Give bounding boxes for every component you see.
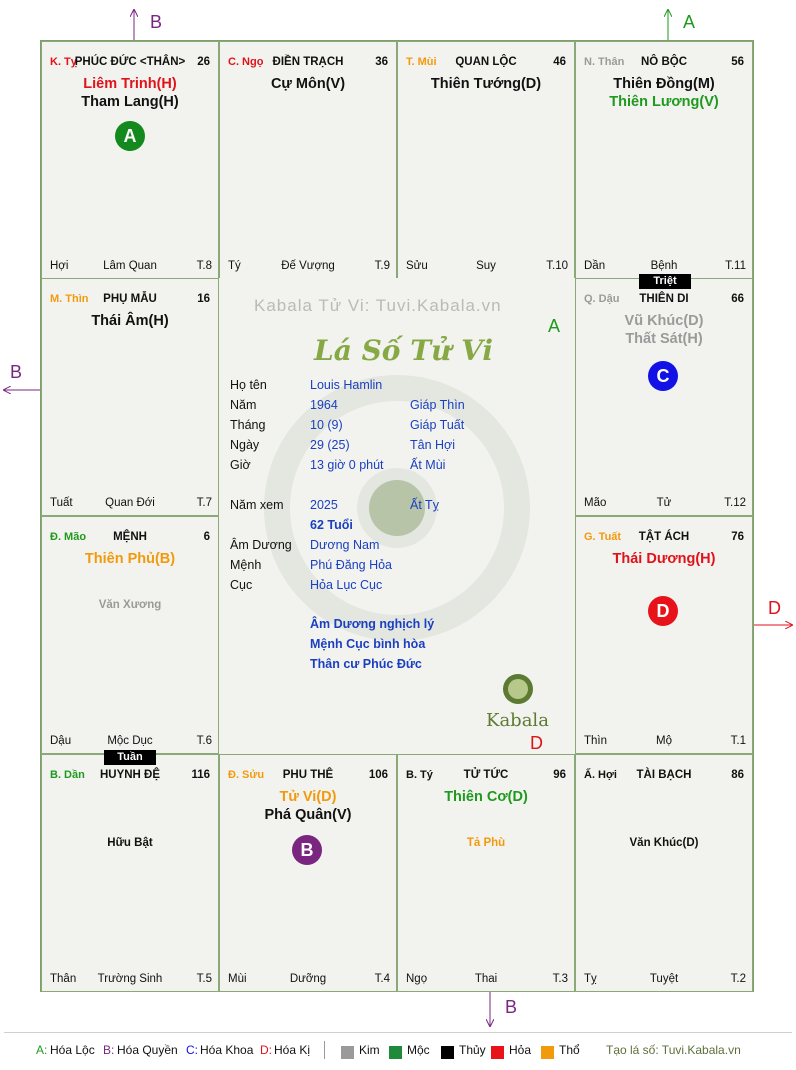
palace-name: NÔ BỘC — [641, 56, 687, 68]
palace-age: T.5 — [196, 973, 212, 985]
legend-element-name: Kim — [359, 1043, 380, 1057]
palace-name: PHỤ MẪU — [103, 293, 157, 305]
info-label: Ngày — [230, 438, 260, 452]
palace-stage: Suy — [476, 260, 496, 272]
palace-earthly-branch: Sửu — [406, 260, 428, 272]
legend-element-swatch — [491, 1046, 504, 1059]
palace-stage: Dưỡng — [289, 973, 327, 985]
palace-mui — [397, 41, 575, 279]
info-extra: Ất Mùi — [410, 458, 446, 472]
info-label: Mệnh — [230, 558, 262, 572]
info-extra: Giáp Thìn — [410, 398, 465, 412]
info-value: Phú Đăng Hỏa — [310, 558, 393, 572]
kabala-logo-text: Kabala — [486, 710, 549, 731]
palace-age: T.3 — [552, 973, 568, 985]
info-label: Năm — [230, 398, 257, 412]
main-star: Liêm Trinh(H) — [83, 76, 177, 92]
palace-age: T.1 — [730, 735, 746, 747]
legend-mutagen-name: Hóa Lộc — [50, 1043, 95, 1057]
legend-element-swatch — [389, 1046, 402, 1059]
legend-mutagen-key: A: — [36, 1043, 48, 1057]
legend-site: Tạo lá số: Tuvi.Kabala.vn — [606, 1043, 741, 1057]
palace-number: 36 — [375, 56, 388, 68]
info-value: Hỏa Lục Cục — [310, 578, 383, 592]
palace-stage: Mộc Dục — [107, 735, 153, 747]
palace-stage: Trường Sinh — [97, 973, 163, 985]
palace-name: THIÊN DI — [639, 293, 689, 305]
palace-number: 26 — [197, 56, 210, 68]
palace-number: 16 — [197, 293, 210, 305]
palace-can-chi: M. Thìn — [50, 293, 89, 305]
arrow-label-left: B — [10, 362, 23, 382]
palace-number: 66 — [731, 293, 744, 305]
minor-star: Tả Phù — [466, 837, 506, 849]
palace-can-chi: B. Dần — [50, 769, 85, 781]
legend-separator — [324, 1041, 325, 1059]
info-extra: Ất Tỵ — [410, 498, 439, 512]
legend-mutagen-key: C: — [186, 1043, 198, 1057]
info-value: 62 Tuổi — [310, 518, 353, 532]
legend-divider — [4, 1032, 792, 1033]
palace-name: MỆNH — [113, 531, 147, 543]
palace-age: T.6 — [196, 735, 212, 747]
palace-hoi — [575, 754, 753, 992]
arrow-label-diag-a: A — [548, 316, 561, 336]
palace-can-chi: Ấ. Hợi — [584, 769, 617, 781]
palace-can-chi: G. Tuất — [584, 531, 622, 543]
palace-earthly-branch: Dậu — [50, 735, 72, 747]
palace-dau — [575, 278, 753, 516]
main-star: Vũ Khúc(D) — [624, 313, 704, 329]
legend-element-swatch — [341, 1046, 354, 1059]
triet-tag: Triệt — [639, 274, 691, 289]
palace-can-chi: N. Thân — [584, 56, 625, 68]
legend-element-name: Mộc — [407, 1043, 430, 1057]
palace-suu — [219, 754, 397, 992]
main-star: Thất Sát(H) — [625, 331, 703, 347]
palace-age: T.10 — [546, 260, 568, 272]
palace-earthly-branch: Tỵ — [584, 973, 597, 985]
palace-ty — [41, 41, 219, 279]
info-label: Cục — [230, 578, 253, 592]
palace-dan — [41, 754, 219, 992]
palace-name: PHU THÊ — [282, 769, 334, 781]
palace-can-chi: Q. Dậu — [584, 293, 620, 305]
minor-star: Văn Xương — [98, 599, 162, 611]
mutagen-badge-b: B — [292, 835, 322, 865]
main-star: Thiên Tướng(D) — [430, 76, 542, 92]
legend-mutagen-name: Hóa Kị — [274, 1043, 311, 1057]
arrow-label-top-right: A — [683, 12, 696, 32]
palace-number: 46 — [553, 56, 566, 68]
info-label: Giờ — [230, 458, 251, 472]
palace-age: T.9 — [374, 260, 390, 272]
palace-tuat — [575, 516, 753, 754]
info-value: 2025 — [310, 498, 338, 512]
palace-age: T.8 — [196, 260, 212, 272]
main-star: Tham Lang(H) — [81, 94, 179, 110]
note-2: Mệnh Cục bình hòa — [310, 637, 426, 651]
mutagen-badge-a: A — [115, 121, 145, 151]
info-value: Dương Nam — [310, 538, 380, 552]
info-label: Âm Dương — [230, 538, 292, 552]
palace-age: T.4 — [374, 973, 390, 985]
legend-mutagen-name: Hóa Khoa — [200, 1043, 254, 1057]
palace-ty2 — [397, 754, 575, 992]
info-label: Họ tên — [230, 378, 267, 392]
palace-can-chi: T. Mùi — [406, 56, 437, 68]
palace-thin — [41, 278, 219, 516]
palace-name: ĐIỀN TRẠCH — [272, 56, 344, 68]
palace-earthly-branch: Tý — [228, 260, 241, 272]
palace-can-chi: B. Tý — [406, 769, 433, 781]
info-extra: Giáp Tuất — [410, 418, 465, 432]
info-value: 10 (9) — [310, 418, 343, 432]
palace-number: 76 — [731, 531, 744, 543]
arrow-label-bottom: B — [505, 997, 518, 1017]
palace-name: TÀI BẠCH — [636, 769, 692, 781]
info-extra: Tân Hợi — [410, 438, 456, 452]
palace-can-chi: Đ. Mão — [50, 531, 87, 543]
palace-than — [575, 41, 753, 279]
note-3: Thân cư Phúc Đức — [310, 657, 422, 671]
legend-element-swatch — [441, 1046, 454, 1059]
main-star: Tử Vi(D) — [279, 789, 337, 805]
main-star: Thiên Lương(V) — [609, 94, 719, 110]
palace-stage: Quan Đới — [105, 497, 155, 509]
palace-earthly-branch: Ngọ — [406, 973, 428, 985]
palace-name: HUYNH ĐỆ — [99, 769, 161, 781]
palace-earthly-branch: Mùi — [228, 973, 247, 985]
tuan-tag: Tuần — [104, 750, 156, 765]
legend-mutagen-key: B: — [103, 1043, 115, 1057]
palace-name: PHÚC ĐỨC <THÂN> — [74, 56, 186, 68]
palace-ngo — [219, 41, 397, 279]
palace-number: 106 — [368, 769, 388, 781]
arrow-label-right: D — [768, 598, 781, 618]
main-star: Cự Môn(V) — [270, 76, 346, 92]
legend-mutagen-name: Hóa Quyền — [117, 1043, 178, 1057]
info-value: 29 (25) — [310, 438, 350, 452]
palace-earthly-branch: Mão — [584, 497, 607, 509]
mutagen-badge-c: C — [648, 361, 678, 391]
legend-element-swatch — [541, 1046, 554, 1059]
info-value: 13 giờ 0 phút — [310, 458, 384, 472]
watermark-text: Kabala Tử Vi: Tuvi.Kabala.vn — [254, 296, 502, 315]
kabala-logo — [500, 674, 536, 710]
palace-earthly-branch: Thìn — [584, 735, 608, 747]
arrow-label-diag-d: D — [530, 733, 543, 753]
main-star: Thái Âm(H) — [91, 313, 169, 329]
palace-earthly-branch: Thân — [50, 973, 77, 985]
palace-stage: Bệnh — [650, 260, 678, 272]
palace-stage: Mộ — [656, 735, 672, 747]
palace-can-chi: Đ. Sửu — [228, 769, 265, 781]
main-star: Thiên Cơ(D) — [444, 789, 528, 805]
palace-name: TẬT ÁCH — [638, 531, 690, 543]
palace-stage: Tuyệt — [649, 973, 679, 985]
minor-star: Hữu Bật — [107, 837, 153, 849]
palace-number: 6 — [203, 531, 210, 543]
legend-element-name: Hỏa — [509, 1043, 532, 1057]
info-label: Tháng — [230, 418, 266, 432]
palace-number: 96 — [553, 769, 566, 781]
legend-element-name: Thủy — [459, 1043, 486, 1057]
palace-name: TỬ TỨC — [463, 769, 509, 781]
palace-earthly-branch: Hợi — [50, 260, 69, 272]
palace-number: 116 — [191, 769, 210, 781]
main-star: Thiên Đồng(M) — [613, 76, 715, 92]
palace-age: T.7 — [196, 497, 212, 509]
legend-mutagen-key: D: — [260, 1043, 272, 1057]
palace-stage: Tử — [656, 497, 672, 509]
palace-number: 56 — [731, 56, 744, 68]
palace-can-chi: K. Tỵ — [50, 56, 77, 68]
main-star: Phá Quân(V) — [264, 807, 352, 823]
palace-earthly-branch: Tuất — [50, 497, 73, 509]
palace-can-chi: C. Ngọ — [228, 56, 264, 68]
info-label: Năm xem — [230, 498, 284, 512]
mutagen-badge-d: D — [648, 596, 678, 626]
arrow-label-top-left: B — [150, 12, 163, 32]
palace-stage: Lâm Quan — [103, 260, 157, 272]
palace-age: T.2 — [730, 973, 746, 985]
info-value: Louis Hamlin — [310, 378, 383, 392]
palace-age: T.11 — [725, 260, 746, 272]
main-star: Thiên Phủ(B) — [84, 551, 176, 567]
palace-name: QUAN LỘC — [455, 56, 517, 68]
chart-title: Lá Số Tử Vi — [314, 334, 494, 367]
palace-age: T.12 — [724, 497, 746, 509]
palace-mao — [41, 516, 219, 754]
palace-stage: Đế Vượng — [281, 260, 335, 272]
note-1: Âm Dương nghịch lý — [310, 617, 435, 631]
palace-earthly-branch: Dần — [584, 260, 606, 272]
legend-element-name: Thổ — [559, 1043, 580, 1057]
kabala-tree-icon — [503, 674, 533, 704]
main-star: Thái Dương(H) — [612, 551, 716, 567]
minor-star: Văn Khúc(D) — [629, 837, 699, 849]
info-value: 1964 — [310, 398, 338, 412]
palace-number: 86 — [731, 769, 744, 781]
palace-stage: Thai — [474, 973, 498, 985]
